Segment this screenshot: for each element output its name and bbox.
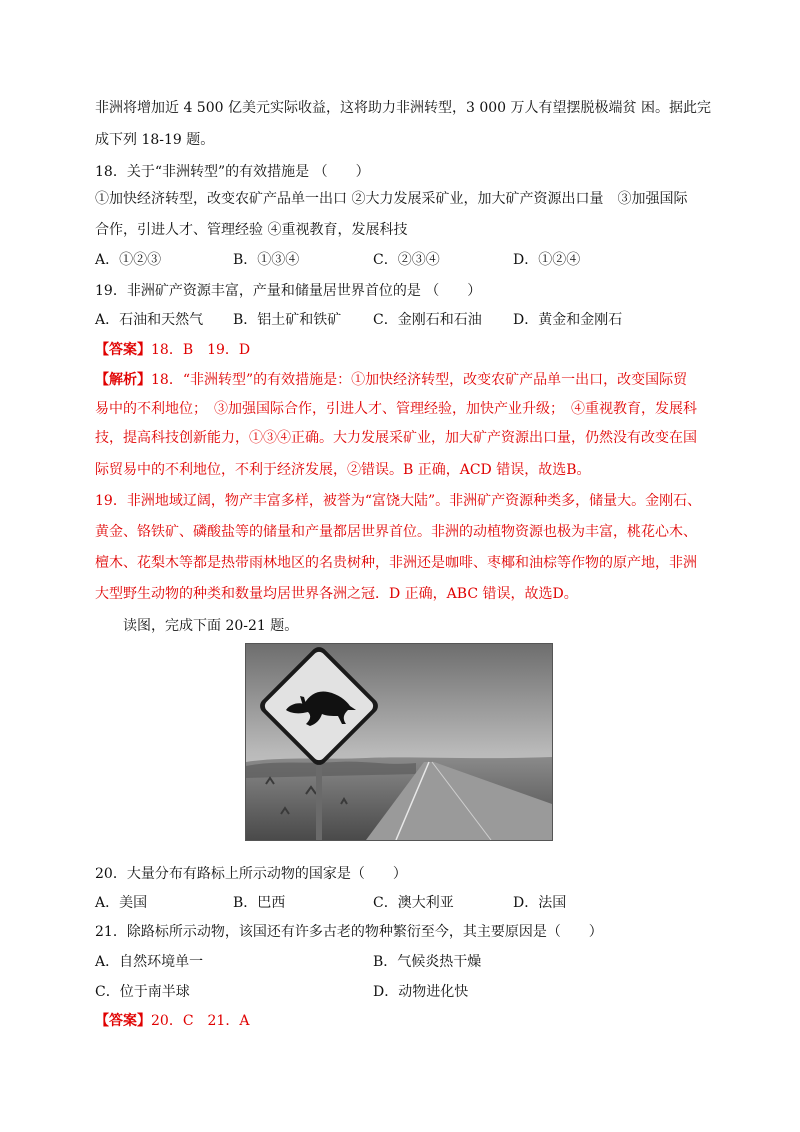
question-19-stem: 19．非洲矿产资源丰富，产量和储量居世界首位的是 （ ）	[95, 283, 482, 299]
analysis-line-5: 19．非洲地域辽阔，物产丰富多样，被誉为“富饶大陆”。非洲矿产资源种类多，储量大。金刚石、	[95, 493, 702, 509]
question-20-option-c: C．澳大利亚	[373, 895, 454, 911]
question-18-option-b: B．①③④	[233, 252, 300, 268]
question-21-option-d: D．动物进化快	[373, 984, 469, 1000]
question-19-option-b: B．铝土矿和铁矿	[233, 312, 342, 328]
question-18-option-a: A．①②③	[95, 252, 162, 268]
question-18-body-1: ①加快经济转型，改变农矿产品单一出口 ②大力发展采矿业，加大矿产资源出口量 ③加强国际	[95, 191, 688, 207]
question-18-body-2: 合作，引进人才、管理经验 ④重视教育，发展科技	[95, 222, 408, 238]
question-18-option-c: C．②③④	[373, 252, 440, 268]
answer-text: 18．B 19．D	[151, 342, 251, 358]
intro-line-2: 成下列 18-19 题。	[95, 132, 215, 148]
question-20-option-b: B．巴西	[233, 895, 286, 911]
analysis-line-7: 檀木、花梨木等都是热带雨林地区的名贵树种，非洲还是咖啡、枣椰和油棕等作物的原产地，非洲	[95, 555, 697, 571]
analysis-line-1	[95, 370, 687, 390]
question-18-option-d: D．①②④	[513, 252, 581, 268]
analysis-line-2: 易中的不利地位； ③加强国际合作，引进人才、管理经验，加快产业升级； ④重视教育，发展科	[95, 401, 697, 417]
question-21-option-c: C．位于南半球	[95, 984, 190, 1000]
answer-tag: 【答案】	[95, 1013, 151, 1029]
answer-text: 20．C 21．A	[151, 1013, 250, 1029]
question-20-option-a: A．美国	[95, 895, 148, 911]
answer-18-19	[95, 340, 250, 360]
question-21-stem: 21．除路标所示动物，该国还有许多古老的物种繁衍至今，其主要原因是（ ）	[95, 924, 603, 940]
question-20-stem: 20．大量分布有路标上所示动物的国家是（ ）	[95, 866, 407, 882]
analysis-line-3: 技，提高科技创新能力，①③④正确。大力发展采矿业，加大矿产资源出口量，仍然没有改变在国	[95, 430, 697, 446]
analysis-text-1: 18．“非洲转型”的有效措施是：①加快经济转型，改变农矿产品单一出口，改变国际贸	[151, 372, 688, 388]
read-prompt: 读图，完成下面 20-21 题。	[123, 618, 299, 634]
answer-20-21	[95, 1011, 249, 1031]
analysis-line-6: 黄金、铬铁矿、磷酸盐等的储量和产量都居世界首位。非洲的动植物资源也极为丰富，桃花心木、	[95, 524, 697, 540]
kangaroo-road-sign-photo	[245, 643, 553, 841]
question-19-option-d: D．黄金和金刚石	[513, 312, 623, 328]
question-21-option-a: A．自然环境单一	[95, 954, 204, 970]
analysis-tag: 【解析】	[95, 372, 151, 388]
question-19-option-a: A．石油和天然气	[95, 312, 204, 328]
question-21-option-b: B．气候炎热干燥	[373, 954, 482, 970]
question-18-stem: 18．关于“非洲转型”的有效措施是 （ ）	[95, 164, 370, 180]
analysis-line-4: 际贸易中的不利地位，不利于经济发展，②错误。B 正确，ACD 错误，故选B。	[95, 462, 591, 478]
answer-tag: 【答案】	[95, 342, 151, 358]
intro-line-1: 非洲将增加近 4 500 亿美元实际收益，这将助力非洲转型，3 000 万人有望摆脱极端贫 困。据此完	[95, 100, 711, 116]
question-20-option-d: D．法国	[513, 895, 567, 911]
analysis-line-8: 大型野生动物的种类和数量均居世界各洲之冠．D 正确，ABC 错误，故选D。	[95, 586, 578, 602]
question-19-option-c: C．金刚石和石油	[373, 312, 482, 328]
